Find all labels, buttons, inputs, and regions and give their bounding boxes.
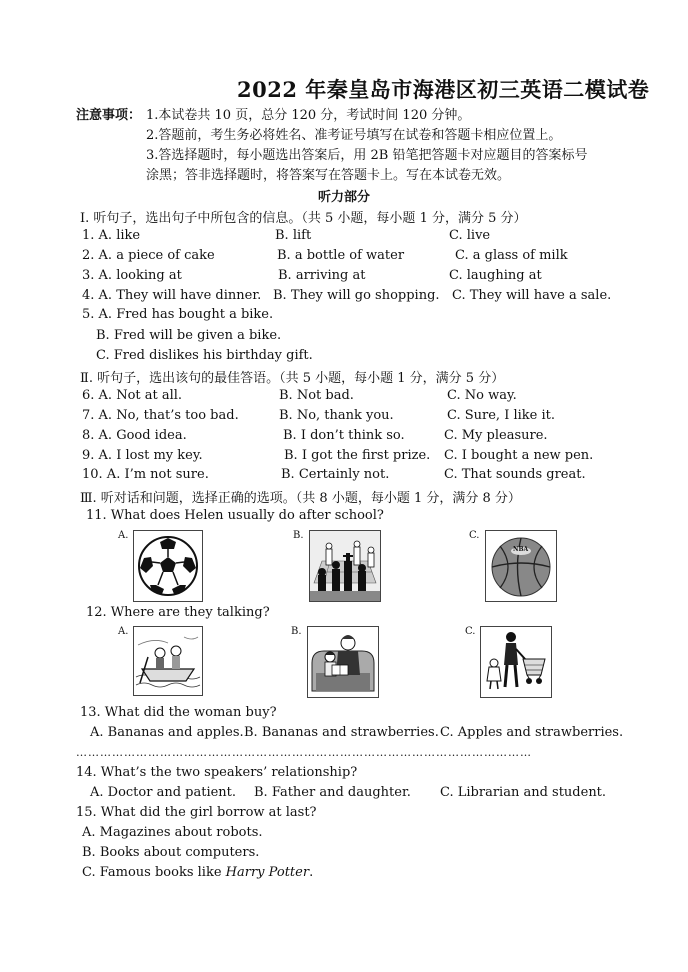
q11-picture-a-soccer-ball bbox=[133, 530, 203, 602]
q4-option-a: 4. A. They will have dinner. bbox=[82, 288, 262, 303]
q10-option-c: C. That sounds great. bbox=[444, 467, 586, 482]
q11-question: 11. What does Helen usually do after school? bbox=[86, 508, 384, 523]
notice-line-1: 1.本试卷共 10 页，总分 120 分，考试时间 120 分钟。 bbox=[146, 108, 471, 123]
notice-line-4: 涂黑；答非选择题时，将答案写在答题卡上。写在本试卷无效。 bbox=[146, 168, 511, 183]
q15-option-a: A. Magazines about robots. bbox=[82, 825, 263, 840]
q14-option-b: B. Father and daughter. bbox=[254, 785, 411, 800]
q14-option-c: C. Librarian and student. bbox=[440, 785, 607, 800]
q12-picture-b-reading-on-sofa bbox=[307, 626, 379, 698]
notice-label: 注意事项： bbox=[76, 108, 142, 123]
q13-option-b: B. Bananas and strawberries. bbox=[244, 725, 439, 740]
section-3-heading: Ⅲ. 听对话和问题，选择正确的选项。（共 8 小题，每小题 1 分，满分 8 分） bbox=[80, 491, 521, 506]
q1-option-a: 1. A. like bbox=[82, 228, 141, 243]
q5-option-b: B. Fred will be given a bike. bbox=[96, 328, 282, 343]
q12-label-b: B. bbox=[291, 626, 302, 637]
q3-option-a: 3. A. looking at bbox=[82, 268, 182, 283]
q4-option-c: C. They will have a sale. bbox=[452, 288, 612, 303]
q3-option-b: B. arriving at bbox=[278, 268, 366, 283]
q13-option-a: A. Bananas and apples. bbox=[90, 725, 244, 740]
q12-label-a: A. bbox=[118, 626, 129, 637]
q12-question: 12. Where are they talking? bbox=[86, 605, 270, 620]
q15-option-b: B. Books about computers. bbox=[82, 845, 260, 860]
q11-label-b: B. bbox=[293, 530, 304, 541]
q11-label-c: C. bbox=[469, 530, 480, 541]
dotted-divider: …………………………………………………………………………………………………… bbox=[76, 746, 532, 759]
q13-option-c: C. Apples and strawberries. bbox=[440, 725, 624, 740]
q11-picture-b-chess bbox=[309, 530, 381, 602]
q3-option-c: C. laughing at bbox=[449, 268, 542, 283]
q14-option-a: A. Doctor and patient. bbox=[90, 785, 237, 800]
q7-option-c: C. Sure, I like it. bbox=[447, 408, 555, 423]
q7-option-b: B. No, thank you. bbox=[279, 408, 394, 423]
notice-line-3: 3.答选择题时，每小题选出答案后，用 2B 铅笔把答题卡对应题目的答案标号 bbox=[146, 148, 588, 163]
q11-picture-c-basketball bbox=[485, 530, 557, 602]
part-heading: 听力部分 bbox=[318, 190, 371, 205]
q14-question: 14. What’s the two speakers’ relationship? bbox=[76, 765, 358, 780]
q10-option-b: B. Certainly not. bbox=[281, 467, 390, 482]
q9-option-c: C. I bought a new pen. bbox=[444, 448, 594, 463]
q13-question: 13. What did the woman buy? bbox=[80, 705, 277, 720]
q12-label-c: C. bbox=[465, 626, 476, 637]
q4-option-b: B. They will go shopping. bbox=[273, 288, 440, 303]
section-1-heading: Ⅰ. 听句子，选出句子中所包含的信息。（共 5 小题，每小题 1 分，满分 5 分） bbox=[80, 211, 527, 226]
q5-option-a: 5. A. Fred has bought a bike. bbox=[82, 307, 274, 322]
q2-option-b: B. a bottle of water bbox=[277, 248, 405, 263]
q5-option-c: C. Fred dislikes his birthday gift. bbox=[96, 348, 313, 363]
q15-question: 15. What did the girl borrow at last? bbox=[76, 805, 317, 820]
q15-option-c-suffix: . bbox=[309, 865, 314, 880]
q15-option-c bbox=[82, 865, 313, 880]
section-2-heading: Ⅱ. 听句子，选出该句的最佳答语。（共 5 小题，每小题 1 分，满分 5 分） bbox=[80, 371, 505, 386]
q9-option-a: 9. A. I lost my key. bbox=[82, 448, 203, 463]
q8-option-c: C. My pleasure. bbox=[444, 428, 548, 443]
q8-option-b: B. I don’t think so. bbox=[283, 428, 405, 443]
basketball-logo-text: NBA bbox=[513, 546, 529, 553]
q7-option-a: 7. A. No, that’s too bad. bbox=[82, 408, 239, 423]
q1-option-b: B. lift bbox=[275, 228, 312, 243]
q12-picture-a-boat bbox=[133, 626, 203, 696]
q6-option-c: C. No way. bbox=[447, 388, 517, 403]
notice-line-2: 2.答题前，考生务必将姓名、准考证号填写在试卷和答题卡相应位置上。 bbox=[146, 128, 562, 143]
q9-option-b: B. I got the first prize. bbox=[284, 448, 431, 463]
q6-option-b: B. Not bad. bbox=[279, 388, 354, 403]
q8-option-a: 8. A. Good idea. bbox=[82, 428, 187, 443]
q11-label-a: A. bbox=[118, 530, 129, 541]
q10-option-a: 10. A. I’m not sure. bbox=[82, 467, 209, 482]
q15-option-c-title: Harry Potter bbox=[225, 865, 310, 880]
q15-option-c-prefix: C. Famous books like bbox=[82, 865, 226, 880]
q2-option-a: 2. A. a piece of cake bbox=[82, 248, 215, 263]
q1-option-c: C. live bbox=[449, 228, 491, 243]
q2-option-c: C. a glass of milk bbox=[455, 248, 568, 263]
q12-picture-c-shopping bbox=[480, 626, 552, 698]
q6-option-a: 6. A. Not at all. bbox=[82, 388, 183, 403]
page-title: 2022 年秦皇岛市海港区初三英语二模试卷 bbox=[237, 77, 650, 102]
